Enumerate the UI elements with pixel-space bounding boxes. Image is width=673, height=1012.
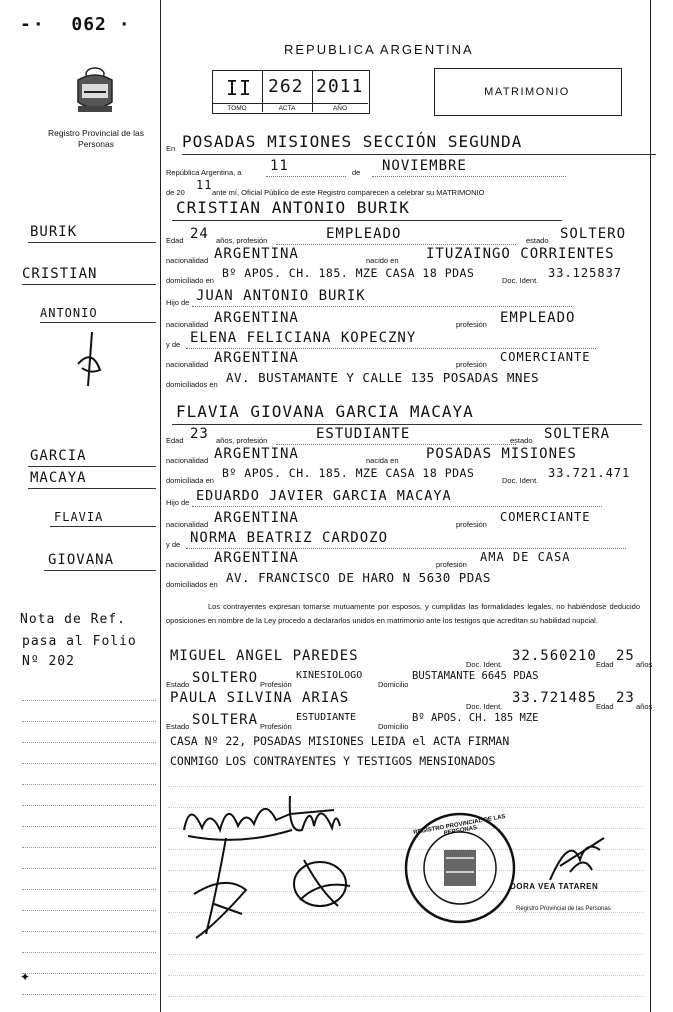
margin-groom-surname: BURIK: [30, 224, 78, 240]
bride-age-row: Edad 23 años, profesión ESTUDIANTE estado SOLTERA: [166, 426, 611, 445]
margin-dotted-rule: [22, 826, 156, 827]
margin-bride-second: GIOVANA: [48, 552, 115, 568]
officer-name: DORA VEA TATAREN: [510, 882, 599, 891]
margin-dotted-rule: [22, 847, 156, 848]
margin-dotted-rule: [22, 868, 156, 869]
tomo-label: TOMO: [227, 105, 247, 112]
margin-note-line3: Nº 202: [22, 654, 75, 669]
groom-address-row: domiciliado en Bº APOS. CH. 185. MZE CASA 18 PDAS Doc. Ident. 33.125837: [166, 266, 623, 285]
body-dotted-rule: [168, 954, 644, 955]
witness2-details-row: Estado SOLTERA Profesión ESTUDIANTE Domicilio Bº APOS. CH. 185 MZE: [166, 712, 539, 731]
bride-nationality-row: nacionalidad ARGENTINA nacida en POSADAS MISIONES: [166, 446, 577, 465]
margin-dotted-rule: [22, 910, 156, 911]
bride-mother-nat-row: nacionalidad ARGENTINA profesión AMA DE CASA: [166, 550, 571, 569]
body-dotted-rule: [168, 786, 644, 787]
margin-dotted-rule: [22, 931, 156, 932]
margin-dotted-rule: [22, 763, 156, 764]
groom-name-row: CRISTIAN ANTONIO BURIK: [166, 200, 656, 222]
bride-mother-row: y de NORMA BEATRIZ CARDOZO: [166, 532, 656, 554]
margin-note-line2: pasa al Folio: [22, 634, 137, 649]
margin-dotted-rule: [22, 784, 156, 785]
margin-bride-surname2: MACAYA: [30, 470, 87, 486]
groom-mother-nat-row: nacionalidad ARGENTINA profesión COMERCIANTE: [166, 350, 591, 369]
groom-father-row: Hijo de JUAN ANTONIO BURIK: [166, 290, 656, 312]
bride-father-row: Hijo de EDUARDO JAVIER GARCIA MACAYA: [166, 490, 656, 512]
margin-mark: ✦: [20, 970, 31, 984]
body-dotted-rule: [168, 996, 644, 997]
date-row: República Argentina, a 11 de NOVIEMBRE: [166, 160, 656, 182]
year-row: de 20 11 ante mí, Oficial Público de este Registro comparecen a celebrar su MATRIMONIO: [166, 178, 485, 197]
groom-nationality-row: nacionalidad ARGENTINA nacido en ITUZAINGO CORRIENTES: [166, 246, 615, 265]
witness1-name-row: MIGUEL ANGEL PAREDES Doc. Ident. 32.560210 Edad 25 años: [170, 648, 653, 669]
margin-dotted-rule: [22, 889, 156, 890]
closing-line2: CONMIGO LOS CONTRAYENTES Y TESTIGOS MENSIONADOS: [170, 754, 496, 768]
margin-groom-first: CRISTIAN: [22, 266, 98, 282]
signature-bride-icon: [284, 786, 344, 851]
bride-name-row: FLAVIA GIOVANA GARCIA MACAYA: [166, 404, 656, 426]
ref-number: -· 062 ·: [20, 14, 131, 35]
place-row: En POSADAS MISIONES SECCIÓN SEGUNDA: [166, 134, 656, 156]
closing-line1: CASA Nº 22, POSADAS MISIONES LEIDA el ACTA FIRMAN: [170, 734, 510, 748]
margin-dotted-rule: [22, 700, 156, 701]
margin-bride-first: FLAVIA: [54, 510, 104, 524]
seal-text: REGISTRO PROVINCIAL DE LAS PERSONAS: [412, 813, 507, 837]
witness1-details-row: Estado SOLTERO Profesión KINESIOLOGO Domicilio BUSTAMANTE 6645 PDAS: [166, 670, 539, 689]
margin-dotted-rule: [22, 973, 156, 974]
declaration-paragraph: Los contrayentes expresan tomarse mutuamente por esposos, y cumplidas las formalidades legales, no habiéndose deducido oposiciones en nombre de la Ley procedo a declararlos unidos en matrimonio ante los testigos que acreditan su habilidad nupcial.: [166, 602, 640, 625]
acta-label: ACTA: [278, 105, 296, 112]
anio-label: AÑO: [332, 105, 348, 112]
coat-of-arms-icon: [72, 62, 118, 114]
record-type: MATRIMONIO: [484, 86, 570, 98]
acta-value: 262: [268, 76, 304, 97]
bride-parents-address-row: domiciliados en AV. FRANCISCO DE HARO N 5630 PDAS: [166, 570, 491, 589]
groom-age-row: Edad 24 años, profesión EMPLEADO estado SOLTERO: [166, 226, 627, 245]
body-dotted-rule: [168, 975, 644, 976]
margin-dotted-rule: [22, 721, 156, 722]
margin-dotted-rule: [22, 742, 156, 743]
groom-father-nat-row: nacionalidad ARGENTINA profesión EMPLEADO: [166, 310, 576, 329]
margin-bride-surname1: GARCIA: [30, 448, 87, 464]
margin-dotted-rule: [22, 994, 156, 995]
groom-mother-row: y de ELENA FELICIANA KOPECZNY: [166, 332, 656, 354]
tomo-value: II: [226, 76, 253, 100]
margin-dotted-rule: [22, 952, 156, 953]
witness2-name-row: PAULA SILVINA ARIAS Doc. Ident. 33.721485 Edad 23 años: [170, 690, 653, 711]
margin-groom-signature-icon: [72, 330, 112, 395]
bride-address-row: domiciliada en Bº APOS. CH. 185. MZE CASA 18 PDAS Doc. Ident. 33.721.471: [166, 466, 631, 485]
signature-witness1-icon: [186, 834, 266, 949]
groom-parents-address-row: domiciliados en AV. BUSTAMANTE Y CALLE 135 POSADAS MNES: [166, 370, 539, 389]
margin-rule: [160, 0, 161, 1012]
margin-dotted-rule: [22, 805, 156, 806]
margin-note-line1: Nota de Ref.: [20, 612, 126, 627]
registry-name: Registro Provincial de las Personas: [48, 128, 144, 149]
signature-witness2-icon: [280, 850, 360, 925]
country-title: REPUBLICA ARGENTINA: [284, 42, 474, 57]
margin-groom-second: ANTONIO: [40, 306, 98, 320]
bride-father-nat-row: nacionalidad ARGENTINA profesión COMERCIANTE: [166, 510, 591, 529]
officer-subtitle: Registro Provincial de las Personas: [516, 906, 611, 912]
anio-value: 2011: [316, 76, 364, 97]
